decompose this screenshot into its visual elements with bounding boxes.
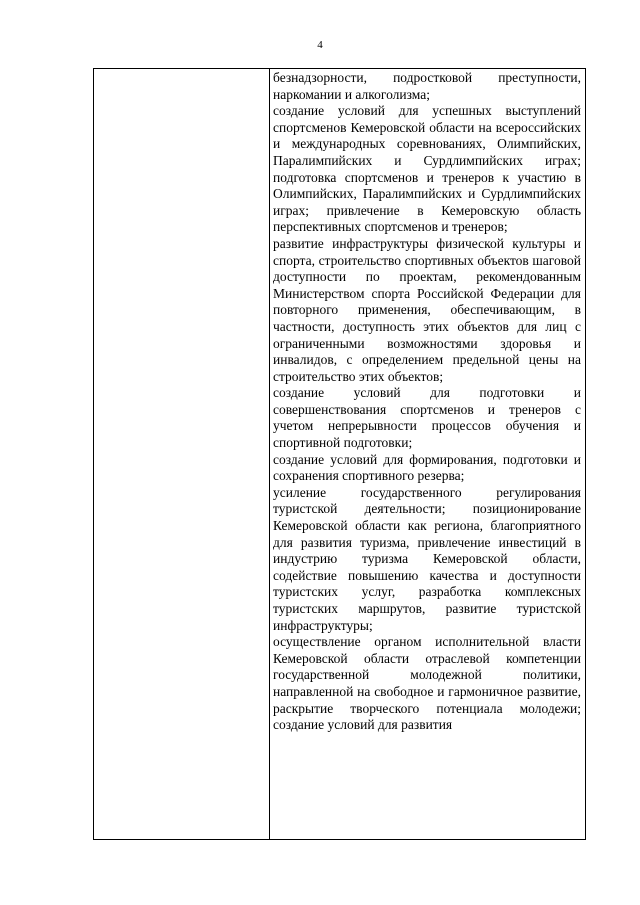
page-number: 4 bbox=[317, 39, 323, 51]
table-left-cell bbox=[94, 69, 269, 839]
paragraph-youth-policy: осуществление органом исполнительной власти Кемеровской области отраслевой компетенции государственной молодежной политики, направленной на свободное и гармоничное развитие, раскрытие творческого потенциала молодежи; создание условий для развития bbox=[273, 634, 581, 733]
paragraph-sports-infrastructure: развитие инфраструктуры физической культуры и спорта, строительство спортивных объектов шаговой доступности по проектам, рекомендованным Министерством спорта Российской Федерации для повторного применения, обеспечивающим, в частности, доступность этих объектов для лиц с ограниченными возможностями здоровья и инвалидов, с определением предельной цены на строительство этих объектов; bbox=[273, 235, 581, 384]
column-divider bbox=[269, 69, 270, 839]
paragraph-athletes-conditions: создание условий для успешных выступлений спортсменов Кемеровской области на всероссийских и международных соревнованиях, Олимпийских, Паралимпийских и Сурдлимпийских играх; подготовка спортсменов и тренеров к участию в Олимпийских, Паралимпийских и Сурдлимпийских играх; привлечение в Кемеровскую область перспективных спортсменов и тренеров; bbox=[273, 103, 581, 235]
paragraph-continuation: безнадзорности, подростковой преступности, наркомании и алкоголизма; bbox=[273, 70, 581, 102]
paragraph-training-conditions: создание условий для подготовки и совершенствования спортсменов и тренеров с учетом непрерывности процессов обучения и спортивной подготовки; bbox=[273, 385, 581, 451]
paragraph-sports-reserve: создание условий для формирования, подготовки и сохранения спортивного резерва; bbox=[273, 451, 581, 484]
paragraph-tourism: усиление государственного регулирования туристской деятельности; позиционирование Кемеровской области как региона, благоприятного для развития туризма, привлечение инвестиций в индустрию туризма Кемеровской области, содействие повышению качества и доступности туристских услуг, разработка комплексных туристских маршрутов, развитие туристской инфраструктуры; bbox=[273, 484, 581, 633]
table-right-cell bbox=[273, 70, 581, 734]
document-table bbox=[93, 68, 586, 840]
